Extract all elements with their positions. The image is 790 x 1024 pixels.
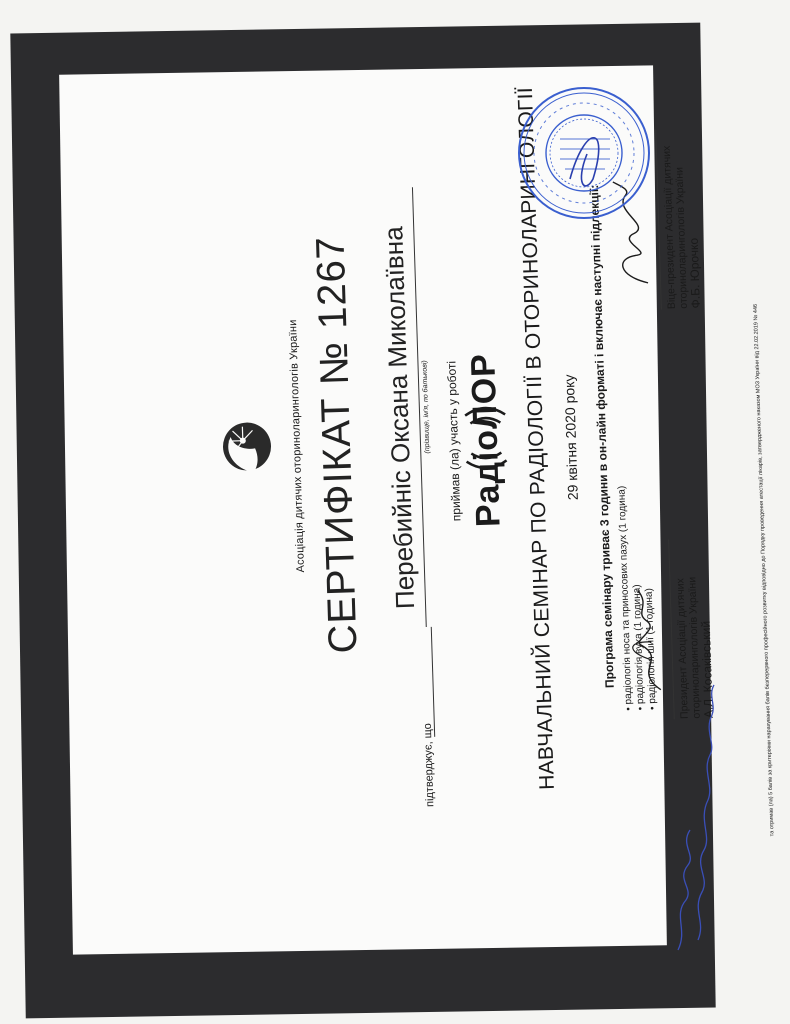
program-description: Програма семінару триває 3 години в он-лайн форматі і включає наступні підлекції: <box>586 184 617 689</box>
handwritten-note-icon <box>658 660 718 960</box>
president-role-line2: оториноларингологів України <box>686 576 703 719</box>
seminar-title: НАВЧАЛЬНИЙ СЕМІНАР ПО РАДІОЛОГІЇ В ОТОРИНОЛАРИНГОЛОГІЇ <box>513 86 559 791</box>
took-part-label: приймав (ла) участь у роботі <box>444 360 464 522</box>
list-item: • радіологія вуха (1 година) <box>628 485 647 710</box>
recipient-name: Перебийніс Оксана Миколаївна <box>378 226 421 610</box>
confirm-underline <box>431 627 435 737</box>
vice-president-role-line2: оториноларингологів України <box>673 166 690 309</box>
certificate-title: СЕРТИФІКАТ № 1267 <box>308 235 366 655</box>
round-seal-stamp-icon <box>515 84 653 222</box>
confirm-label: підтверджує, що <box>421 723 437 808</box>
seminar-date: 29 квітня 2020 року <box>560 374 581 501</box>
president-name: А.Л. Косаківський <box>698 620 716 719</box>
name-hint: (прізвище, ім'я, по батькові) <box>421 360 432 454</box>
vice-president-role-line1: Віце-президент Асоціації дитячих <box>660 145 678 310</box>
association-logo-icon <box>212 416 278 482</box>
list-item: • радіологія носа та приносових пазух (1 година) <box>616 486 635 711</box>
event-logo-text: РадіоЛОР <box>464 352 508 528</box>
president-role-line1: Президент Асоціації дитячих <box>674 577 691 720</box>
vice-president-signature-block <box>655 108 702 309</box>
sound-waves-icon <box>461 392 510 483</box>
list-item: • радіологія шиї (1 година) <box>640 485 659 710</box>
vice-president-name: Ф.Б. Юрочко <box>686 237 703 309</box>
association-name: Асоціація дитячих оториноларингологів України <box>287 319 307 573</box>
footnote: та отримав (ла) 5 балів за критеріями нарахування балів безперервного професійного розвитку відповідно до Порядку проведення атестації лікарів, затвердженого наказом МОЗ України від 22.02.2019 № 446 <box>752 303 776 837</box>
